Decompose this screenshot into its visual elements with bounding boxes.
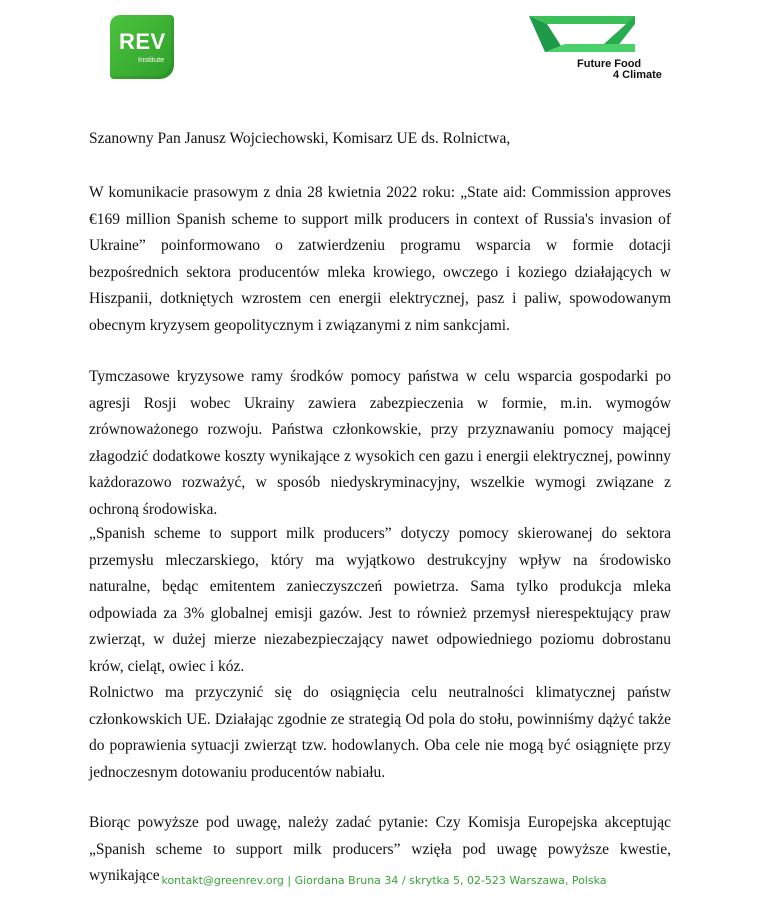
future-food-logo-line1: Future Food [577,58,642,70]
future-food-4-climate-logo [525,12,662,84]
rev-institute-logo [110,15,174,79]
rev-logo-text: REV [119,29,166,54]
future-food-ribbon-icon [525,12,645,60]
letter-paragraph-1: W komunikacie prasowym z dnia 28 kwietnia 2022 roku: „State aid: Commission approves €169 million Spanish scheme to support milk producers in context of Russia's invasion of Ukraine” poinformowano o zatwierdzeniu programu wsparcia w formie dotacji bezpośrednich sektora producentów mleka krowiego, owczego i koziego działających w Hiszpanii, dotkniętych wzrostem cen energii elektrycznej, pasz i paliw, spowodowanym obecnym kryzysem geopolitycznym i związanymi z nim sankcjami. [89,184,671,334]
letter-paragraph-2: Tymczasowe kryzysowe ramy środków pomocy państwa w celu wsparcia gospodarki po agresji Rosji wobec Ukrainy zawiera zabezpieczenia w formie, m.in. wymogów zrównoważonego rozwoju. Państwa członkowskie, przy przyznawaniu pomocy mającej złagodzić dodatkowe koszty wynikające z wysokich cen gazu i energii elektrycznej, powinny każdorazowo rozważyć, w sposób niedyskryminacyjny, wszelkie wymogi związane z ochroną środowiska. [89,368,671,518]
footer-contact: kontakt@greenrev.org | Giordana Bruna 34 / skrytka 5, 02-523 Warszawa, Polska [161,874,607,887]
letter-paragraph-5: Biorąc powyższe pod uwagę, należy zadać pytanie: Czy Komisja Europejska akceptując „Spanish scheme to support milk producers” wzięła pod uwagę powyższe kwestie, wynikające [89,814,671,884]
letter-salutation: Szanowny Pan Janusz Wojciechowski, Komisarz UE ds. Rolnictwa, [89,130,511,147]
rev-logo-subtext: Institute [138,55,165,64]
letter-paragraph-4: Rolnictwo ma przyczynić się do osiągnięcia celu neutralności klimatycznej państw członkowskich UE. Działając zgodnie ze strategią Od pola do stołu, powinniśmy dążyć także do poprawienia sytuacji zwierząt tzw. hodowlanych. Oba cele nie mogą być osiągnięte przy jednoczesnym dotowaniu producentów nabiału. [89,684,671,781]
future-food-logo-line2: 4 Climate [613,69,662,81]
letter-paragraph-3: „Spanish scheme to support milk producers” dotyczy pomocy skierowanej do sektora przemysłu mleczarskiego, który ma wyjątkowo destrukcyjny wpływ na środowisko naturalne, będąc emitentem zanieczyszczeń powietrza. Sama tylko produkcja mleka odpowiada za 3% globalnej emisji gazów. Jest to również przemysł nierespektujący praw zwierząt, w dużej mierze niezabezpieczający nawet odpowiedniego poziomu dobrostanu krów, cieląt, owiec i kóz. [89,525,671,675]
